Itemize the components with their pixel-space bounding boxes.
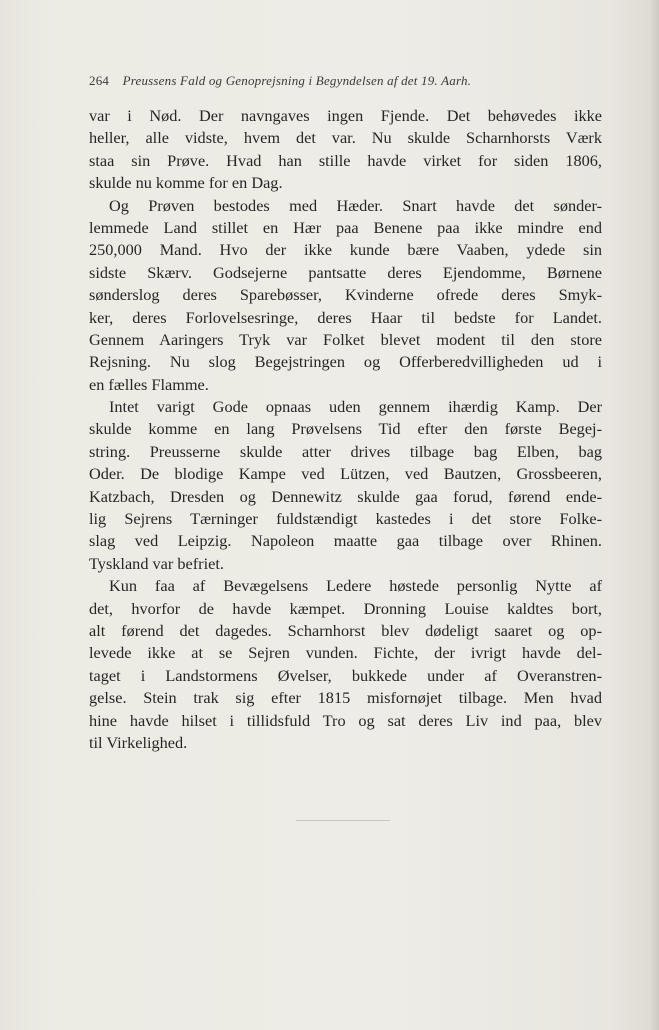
paragraph-2 [89,195,602,397]
text-line: hine havde hilset i tillidsfuld Tro og sat deres Liv ind paa, blev [89,710,602,730]
text-line: sønderslog deres Sparebøsser, Kvinderne ofrede deres Smyk- [89,285,602,305]
text-line: Oder. De blodige Kampe ved Lützen, ved Bautzen, Grossbeeren, [89,464,602,484]
text-line: Kun faa af Bevægelsens Ledere høstede personlig Nytte af [109,576,602,596]
text-line: Intet varigt Gode opnaas uden gennem ihærdig Kamp. Der [109,397,602,417]
text-line: Og Prøven bestodes med Hæder. Snart havde det sønder- [109,195,602,215]
text-line: skulde komme en lang Prøvelsens Tid efter den første Begej- [89,419,602,439]
paragraph-4 [89,575,602,754]
text-line: ker, deres Forlovelsesringe, deres Haar til bedste for Landet. [89,307,602,327]
running-header [89,73,609,89]
text-line: slag ved Leipzig. Napoleon maatte gaa tilbage over Rhinen. [89,531,602,551]
text-line: staa sin Prøve. Hvad han stille havde virket for siden 1806, [89,150,602,170]
text-line: til Virkelighed. [89,732,188,752]
text-line: Tyskland var befriet. [89,553,224,573]
paragraph-1 [89,105,602,195]
text-line: heller, alle vidste, hvem det var. Nu skulde Scharnhorsts Værk [89,128,602,148]
text-line: gelse. Stein trak sig efter 1815 misfornøjet tilbage. Men hvad [89,688,602,708]
text-line: string. Preusserne skulde atter drives tilbage bag Elben, bag [89,441,602,461]
text-line: en fælles Flamme. [89,374,209,394]
body-text [89,105,602,754]
text-line: skulde nu komme for en Dag. [89,173,283,193]
text-line: alt førend det dagedes. Scharnhorst blev dødeligt saaret og op- [89,620,602,640]
text-line: taget i Landstormens Øvelser, bukkede under af Overanstren- [89,665,602,685]
text-line: Rejsning. Nu slog Begejstringen og Offerberedvilligheden ud i [89,352,602,372]
text-line: Katzbach, Dresden og Dennewitz skulde gaa forud, førend ende- [89,486,602,506]
page-edge-shadow [649,0,659,1030]
text-line: 250,000 Mand. Hvo der ikke kunde bære Vaaben, ydede sin [89,240,602,260]
running-title: Preussens Fald og Genoprejsning i Begyndelsen af det 19. Aarh. [122,73,472,88]
text-line: lig Sejrens Tærninger fuldstændigt kastedes i det store Folke- [89,509,602,529]
text-line: Gennem Aaringers Tryk var Folket blevet modent til den store [89,329,602,349]
text-line: var i Nød. Der navngaves ingen Fjende. Det behøvedes ikke [89,106,602,125]
text-line: det, hvorfor de havde kæmpet. Dronning Louise kaldtes bort, [89,598,602,618]
page-number: 264 [89,73,110,88]
text-line: levede ikke at se Sejren vunden. Fichte, der ivrigt havde del- [89,643,602,663]
paragraph-3 [89,396,602,575]
end-divider [296,820,390,821]
text-line: lemmede Land stillet en Hær paa Benene paa ikke mindre end [89,217,602,237]
text-line: sidste Skærv. Godsejerne pantsatte deres Ejendomme, Børnene [89,262,602,282]
